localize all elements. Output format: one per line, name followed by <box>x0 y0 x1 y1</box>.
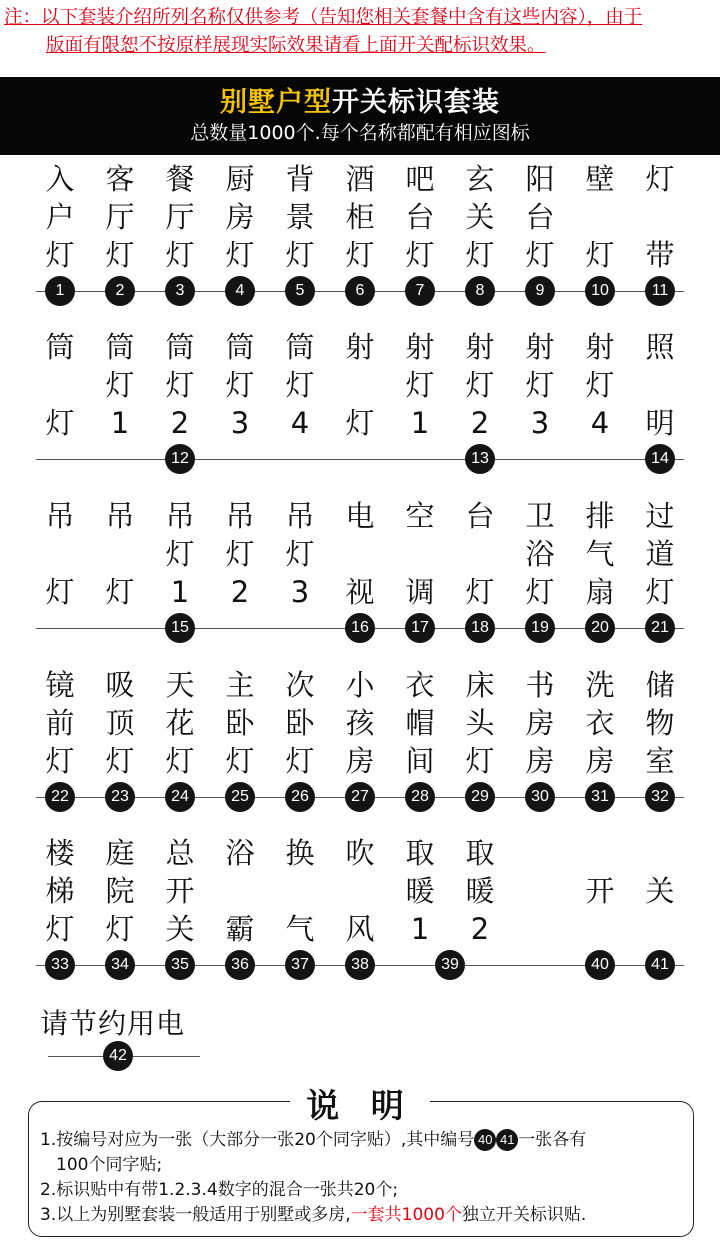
number-badge: 14 <box>645 444 675 474</box>
label-char: 储 <box>645 668 675 702</box>
label-char: 吹 <box>345 836 375 870</box>
label-char: 气 <box>285 912 315 946</box>
label-char: 暖 <box>465 874 495 908</box>
label-char: 吊 <box>45 499 75 533</box>
save-power-label: 请节约用电 <box>40 1007 186 1040</box>
label-char: 庭 <box>105 836 135 870</box>
label-char: 开 <box>585 874 615 908</box>
item3-text-b: 独立开关标识贴. <box>461 1205 587 1225</box>
label-char: 衣 <box>585 706 615 740</box>
number-badge: 38 <box>345 950 375 980</box>
label-char: 次 <box>285 668 315 702</box>
banner-subtitle: 总数量1000个.每个名称都配有相应图标 <box>190 122 530 144</box>
label-char: 2 <box>470 912 490 946</box>
label-char: 1 <box>410 406 430 440</box>
label-char: 房 <box>585 744 615 778</box>
label-char: 餐 <box>165 162 195 196</box>
mini-badge: 41 <box>496 1129 518 1151</box>
label-char: 总 <box>165 836 195 870</box>
label-char: 户 <box>45 200 75 234</box>
label-char: 吊 <box>105 499 135 533</box>
number-badge: 34 <box>105 950 135 980</box>
label-char: 灯 <box>525 238 555 272</box>
label-char: 灯 <box>285 744 315 778</box>
label-char: 带 <box>645 238 675 272</box>
number-badge: 39 <box>435 950 465 980</box>
label-char: 灯 <box>525 575 555 609</box>
label-char: 卧 <box>225 706 255 740</box>
label-char: 关 <box>645 874 675 908</box>
number-badge: 33 <box>45 950 75 980</box>
label-char: 灯 <box>645 575 675 609</box>
label-char: 主 <box>225 668 255 702</box>
label-char: 调 <box>405 575 435 609</box>
label-char: 梯 <box>45 874 75 908</box>
label-char: 酒 <box>345 162 375 196</box>
label-char: 灯 <box>105 368 135 402</box>
label-char: 灯 <box>165 744 195 778</box>
label-char: 楼 <box>45 836 75 870</box>
label-char: 霸 <box>225 912 255 946</box>
label-char: 风 <box>345 912 375 946</box>
label-char: 道 <box>645 537 675 571</box>
number-badge: 3 <box>165 276 195 306</box>
label-char: 阳 <box>525 162 555 196</box>
number-badge: 1 <box>45 276 75 306</box>
label-char: 关 <box>165 912 195 946</box>
label-char: 台 <box>405 200 435 234</box>
label-char: 灯 <box>585 238 615 272</box>
number-badge: 27 <box>345 782 375 812</box>
label-char: 灯 <box>345 238 375 272</box>
label-char: 灯 <box>345 406 375 440</box>
explanation-item-1 <box>40 1128 586 1152</box>
label-char: 衣 <box>405 668 435 702</box>
number-badge: 31 <box>585 782 615 812</box>
label-char: 灯 <box>165 368 195 402</box>
label-char: 灯 <box>105 238 135 272</box>
label-char: 1 <box>110 406 130 440</box>
number-badge: 32 <box>645 782 675 812</box>
number-badge: 4 <box>225 276 255 306</box>
label-char: 台 <box>465 499 495 533</box>
label-char: 室 <box>645 744 675 778</box>
number-badge: 12 <box>165 444 195 474</box>
label-char: 天 <box>165 668 195 702</box>
label-char: 吸 <box>105 668 135 702</box>
item3-text: 3.以上为别墅套装一般适用于别墅或多房, <box>40 1205 351 1225</box>
label-char: 浴 <box>525 537 555 571</box>
label-char: 柜 <box>345 200 375 234</box>
label-char: 灯 <box>105 575 135 609</box>
number-badge: 36 <box>225 950 255 980</box>
label-char: 空 <box>405 499 435 533</box>
label-char: 换 <box>285 836 315 870</box>
label-char: 灯 <box>225 238 255 272</box>
label-char: 排 <box>585 499 615 533</box>
label-char: 筒 <box>225 330 255 364</box>
notice-line-1: 注：以下套装介绍所列名称仅供参考（告知您相关套餐中含有这些内容），由于 <box>4 7 643 28</box>
number-badge: 41 <box>645 950 675 980</box>
label-char: 筒 <box>165 330 195 364</box>
label-char: 灯 <box>465 575 495 609</box>
number-badge: 17 <box>405 613 435 643</box>
label-char: 2 <box>470 406 490 440</box>
label-char: 灯 <box>645 162 675 196</box>
number-badge: 16 <box>345 613 375 643</box>
label-char: 吊 <box>225 499 255 533</box>
notice <box>4 4 716 60</box>
mini-badge: 40 <box>474 1129 496 1151</box>
label-char: 头 <box>465 706 495 740</box>
number-badge: 35 <box>165 950 195 980</box>
label-char: 2 <box>230 575 250 609</box>
item1-text: 1.按编号对应为一张（大部分一张20个同字贴）,其中编号 <box>40 1130 475 1150</box>
label-char: 灯 <box>465 238 495 272</box>
label-char: 取 <box>405 836 435 870</box>
number-badge: 23 <box>105 782 135 812</box>
label-char: 3 <box>230 406 250 440</box>
label-char: 射 <box>405 330 435 364</box>
label-char: 开 <box>165 874 195 908</box>
label-char: 照 <box>645 330 675 364</box>
label-char: 灯 <box>225 537 255 571</box>
label-char: 视 <box>345 575 375 609</box>
label-char: 关 <box>465 200 495 234</box>
label-char: 灯 <box>45 238 75 272</box>
label-char: 灯 <box>165 238 195 272</box>
label-char: 灯 <box>465 368 495 402</box>
label-char: 射 <box>345 330 375 364</box>
banner-title-highlight: 别墅户型 <box>220 87 332 118</box>
label-char: 灯 <box>45 575 75 609</box>
label-char: 厅 <box>165 200 195 234</box>
label-char: 花 <box>165 706 195 740</box>
label-char: 玄 <box>465 162 495 196</box>
label-char: 前 <box>45 706 75 740</box>
item1-text-b: 一张各有 <box>518 1130 587 1150</box>
label-char: 灯 <box>585 368 615 402</box>
label-char: 洗 <box>585 668 615 702</box>
label-char: 4 <box>590 406 610 440</box>
label-char: 床 <box>465 668 495 702</box>
explanation-item-1-cont: 100个同字贴; <box>56 1155 163 1175</box>
label-char: 灯 <box>225 744 255 778</box>
label-char: 灯 <box>285 537 315 571</box>
label-char: 灯 <box>45 744 75 778</box>
label-char: 暖 <box>405 874 435 908</box>
notice-line-2 <box>4 32 716 60</box>
label-char: 1 <box>170 575 190 609</box>
label-char: 扇 <box>585 575 615 609</box>
banner-title <box>0 86 720 120</box>
row-divider-line <box>36 459 684 460</box>
label-char: 吊 <box>165 499 195 533</box>
label-char: 房 <box>345 744 375 778</box>
label-char: 院 <box>105 874 135 908</box>
label-char: 气 <box>585 537 615 571</box>
label-char: 1 <box>410 912 430 946</box>
title-banner <box>0 77 720 155</box>
label-char: 卧 <box>285 706 315 740</box>
number-badge: 20 <box>585 613 615 643</box>
label-char: 灯 <box>285 368 315 402</box>
number-badge: 24 <box>165 782 195 812</box>
label-char: 取 <box>465 836 495 870</box>
number-badge: 8 <box>465 276 495 306</box>
label-char: 灯 <box>405 368 435 402</box>
label-char: 顶 <box>105 706 135 740</box>
label-char: 厨 <box>225 162 255 196</box>
label-char: 帽 <box>405 706 435 740</box>
number-badge: 42 <box>103 1041 133 1071</box>
label-char: 筒 <box>45 330 75 364</box>
number-badge: 2 <box>105 276 135 306</box>
label-char: 吊 <box>285 499 315 533</box>
label-char: 镜 <box>45 668 75 702</box>
label-char: 客 <box>105 162 135 196</box>
label-char: 卫 <box>525 499 555 533</box>
label-char: 书 <box>525 668 555 702</box>
notice-line-2-text: 版面有限恕不按原样展现实际效果请看上面开关配标识效果。 <box>46 35 546 56</box>
number-badge: 11 <box>645 276 675 306</box>
label-char: 筒 <box>105 330 135 364</box>
label-char: 灯 <box>105 912 135 946</box>
number-badge: 10 <box>585 276 615 306</box>
number-badge: 28 <box>405 782 435 812</box>
number-badge: 22 <box>45 782 75 812</box>
number-badge: 7 <box>405 276 435 306</box>
label-char: 台 <box>525 200 555 234</box>
label-char: 间 <box>405 744 435 778</box>
label-char: 入 <box>45 162 75 196</box>
label-char: 灯 <box>285 238 315 272</box>
item3-highlight: 一套共1000个 <box>350 1205 462 1225</box>
label-char: 射 <box>525 330 555 364</box>
label-char: 房 <box>525 744 555 778</box>
number-badge: 40 <box>585 950 615 980</box>
label-char: 2 <box>170 406 190 440</box>
label-char: 4 <box>290 406 310 440</box>
number-badge: 5 <box>285 276 315 306</box>
explanation-item-2: 2.标识贴中有带1.2.3.4数字的混合一张共20个; <box>40 1180 399 1200</box>
number-badge: 13 <box>465 444 495 474</box>
label-char: 灯 <box>465 744 495 778</box>
label-char: 厅 <box>105 200 135 234</box>
number-badge: 18 <box>465 613 495 643</box>
number-badge: 6 <box>345 276 375 306</box>
number-badge: 9 <box>525 276 555 306</box>
explanation-title-text: 说 明 <box>290 1086 430 1125</box>
label-char: 灯 <box>225 368 255 402</box>
number-badge: 19 <box>525 613 555 643</box>
label-char: 筒 <box>285 330 315 364</box>
label-char: 3 <box>530 406 550 440</box>
number-badge: 37 <box>285 950 315 980</box>
label-char: 背 <box>285 162 315 196</box>
label-char: 景 <box>285 200 315 234</box>
label-char: 灯 <box>45 912 75 946</box>
banner-title-rest: 开关标识套装 <box>332 87 500 118</box>
label-char: 3 <box>290 575 310 609</box>
label-char: 射 <box>585 330 615 364</box>
label-char: 物 <box>645 706 675 740</box>
number-badge: 29 <box>465 782 495 812</box>
label-char: 灯 <box>405 238 435 272</box>
label-char: 壁 <box>585 162 615 196</box>
label-char: 小 <box>345 668 375 702</box>
label-char: 浴 <box>225 836 255 870</box>
label-char: 灯 <box>105 744 135 778</box>
label-char: 房 <box>225 200 255 234</box>
label-char: 过 <box>645 499 675 533</box>
label-char: 明 <box>645 406 675 440</box>
number-badge: 15 <box>165 613 195 643</box>
number-badge: 26 <box>285 782 315 812</box>
label-char: 孩 <box>345 706 375 740</box>
label-char: 灯 <box>45 406 75 440</box>
number-badge: 30 <box>525 782 555 812</box>
number-badge: 25 <box>225 782 255 812</box>
explanation-item-3 <box>40 1203 586 1227</box>
label-char: 灯 <box>165 537 195 571</box>
label-char: 灯 <box>525 368 555 402</box>
label-char: 电 <box>345 499 375 533</box>
label-char: 房 <box>525 706 555 740</box>
label-char: 射 <box>465 330 495 364</box>
explanation-title <box>0 1080 720 1127</box>
number-badge: 21 <box>645 613 675 643</box>
label-char: 吧 <box>405 162 435 196</box>
